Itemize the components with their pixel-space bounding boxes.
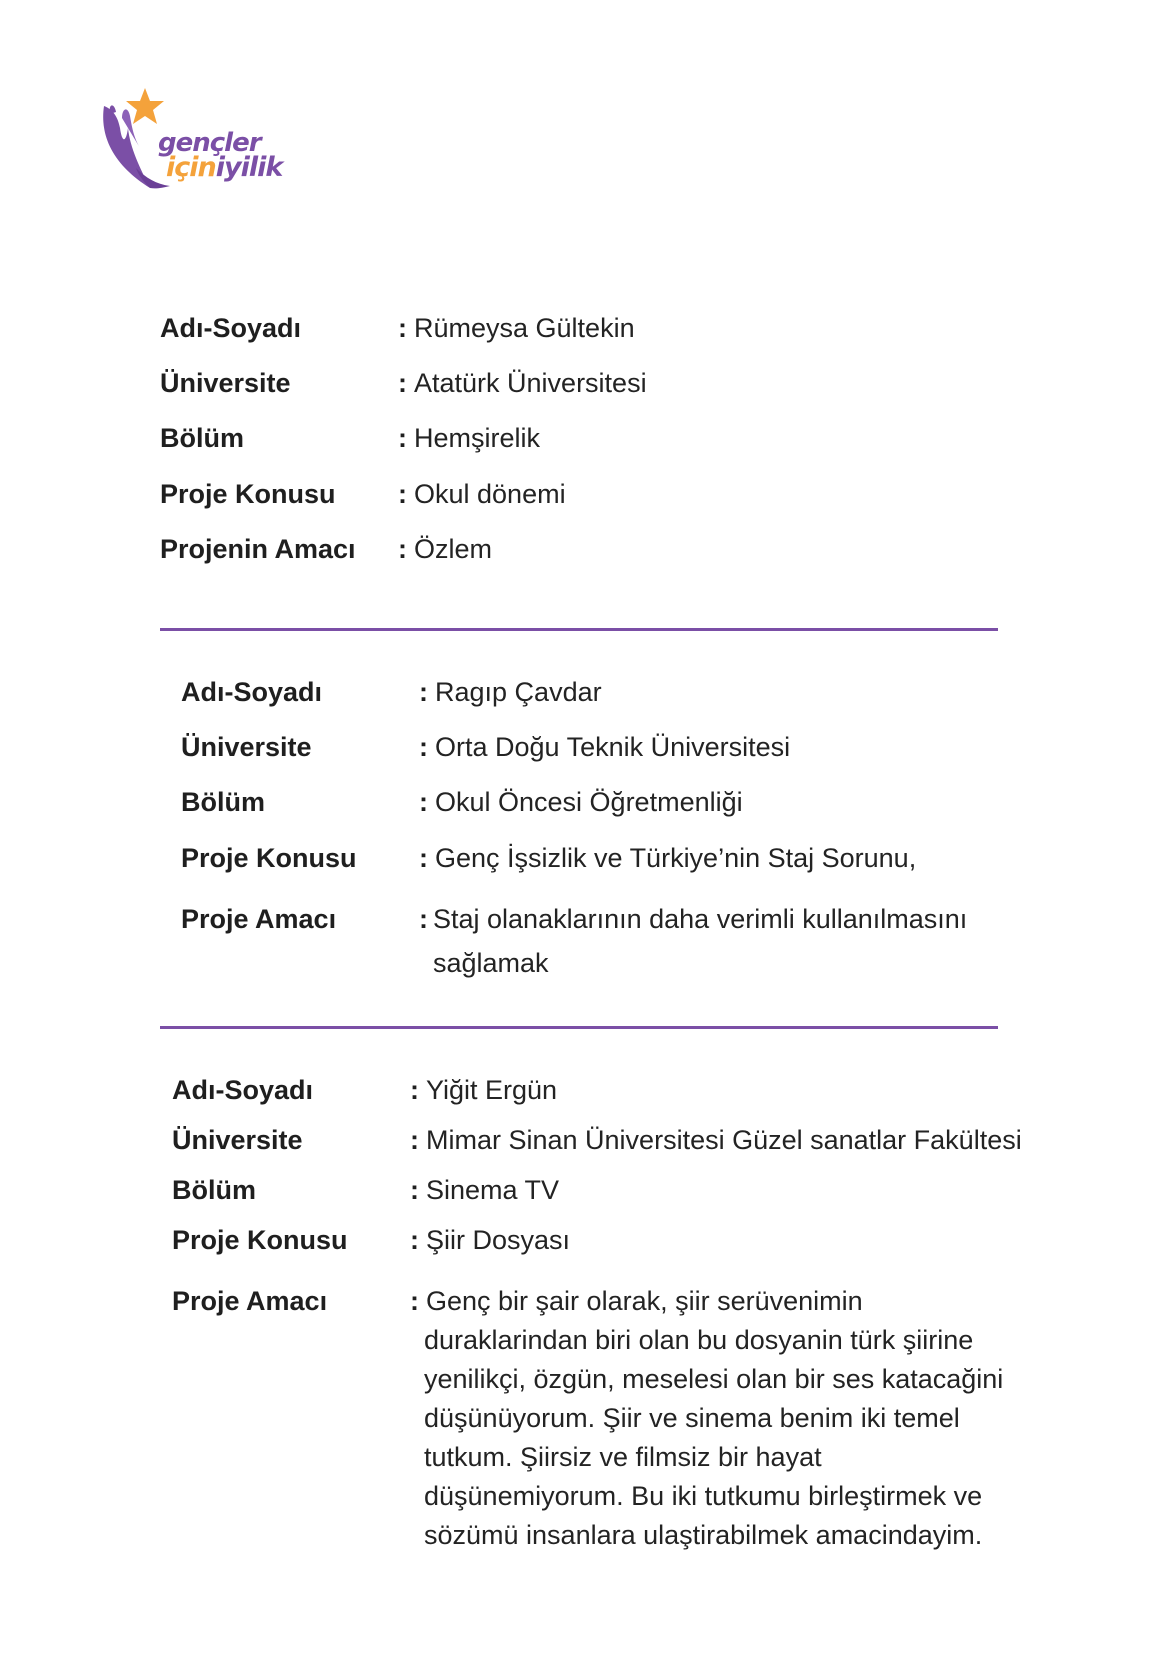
field-label: Üniversite [172, 1125, 303, 1155]
field-value: Hemşirelik [414, 423, 541, 453]
entry-1 [160, 313, 1060, 573]
field-colon: : [419, 677, 428, 707]
field-label: Üniversite [160, 368, 291, 398]
field-label: Proje Konusu [160, 479, 336, 509]
field-value-line: düşünemiyorum. Bu iki tutkumu birleştirmek ve [424, 1481, 983, 1511]
field-value: Okul dönemi [414, 479, 566, 509]
field-value-line: Staj olanaklarının daha verimli kullanılmasını [433, 904, 968, 934]
field-value: Şiir Dosyası [426, 1225, 571, 1255]
field-value: Ragıp Çavdar [435, 677, 602, 707]
entry-3 [172, 1075, 1132, 1595]
field-value-line: tutkum. Şiirsiz ve filmsiz bir hayat [424, 1442, 822, 1472]
field-colon: : [419, 732, 428, 762]
field-label: Proje Konusu [172, 1225, 348, 1255]
logo-text-icin-iyilik: içiniyilik [166, 152, 283, 183]
field-colon: : [419, 787, 428, 817]
field-value-line: Genç bir şair olarak, şiir serüvenimin [426, 1286, 863, 1316]
section-divider [160, 628, 998, 631]
field-colon: : [398, 534, 407, 564]
field-value: Mimar Sinan Üniversitesi Güzel sanatlar Fakültesi [426, 1125, 1022, 1155]
field-value: Orta Doğu Teknik Üniversitesi [435, 732, 791, 762]
field-colon: : [410, 1286, 419, 1316]
field-value: Sinema TV [426, 1175, 560, 1205]
field-label: Bölüm [160, 423, 244, 453]
field-label: Adı-Soyadı [172, 1075, 314, 1105]
section-divider [160, 1026, 998, 1029]
field-colon: : [398, 479, 407, 509]
entry-2 [181, 677, 1081, 987]
field-colon: : [398, 368, 407, 398]
field-label: Bölüm [172, 1175, 256, 1205]
field-colon: : [398, 313, 407, 343]
field-value: Okul Öncesi Öğretmenliği [435, 787, 743, 817]
field-value-line: sağlamak [433, 948, 549, 978]
field-label: Proje Amacı [181, 904, 337, 934]
field-label: Projenin Amacı [160, 534, 356, 564]
field-value-line: sözümü insanlara ulaştirabilmek amacindayim. [424, 1520, 983, 1550]
field-value: Atatürk Üniversitesi [414, 368, 647, 398]
field-value-line: yenilikçi, özgün, meselesi olan bir ses katacağini [424, 1364, 1004, 1394]
field-colon: : [419, 904, 428, 934]
field-value: Yiğit Ergün [426, 1075, 558, 1105]
field-label: Üniversite [181, 732, 312, 762]
field-label: Proje Konusu [181, 843, 357, 873]
field-colon: : [398, 423, 407, 453]
field-label: Bölüm [181, 787, 265, 817]
field-colon: : [410, 1175, 419, 1205]
field-value: Özlem [414, 534, 493, 564]
field-colon: : [410, 1225, 419, 1255]
field-value: Rümeysa Gültekin [414, 313, 635, 343]
field-value: Genç İşsizlik ve Türkiye’nin Staj Sorunu, [435, 843, 917, 873]
field-colon: : [410, 1075, 419, 1105]
field-label: Proje Amacı [172, 1286, 328, 1316]
field-value-line: duraklarindan biri olan bu dosyanin türk şiirine [424, 1325, 974, 1355]
field-colon: : [410, 1125, 419, 1155]
logo [100, 88, 290, 208]
field-label: Adı-Soyadı [181, 677, 323, 707]
field-label: Adı-Soyadı [160, 313, 302, 343]
logo-text-genclere: gençler [158, 128, 261, 158]
field-value-line: düşünüyorum. Şiir ve sinema benim iki temel [424, 1403, 960, 1433]
field-colon: : [419, 843, 428, 873]
